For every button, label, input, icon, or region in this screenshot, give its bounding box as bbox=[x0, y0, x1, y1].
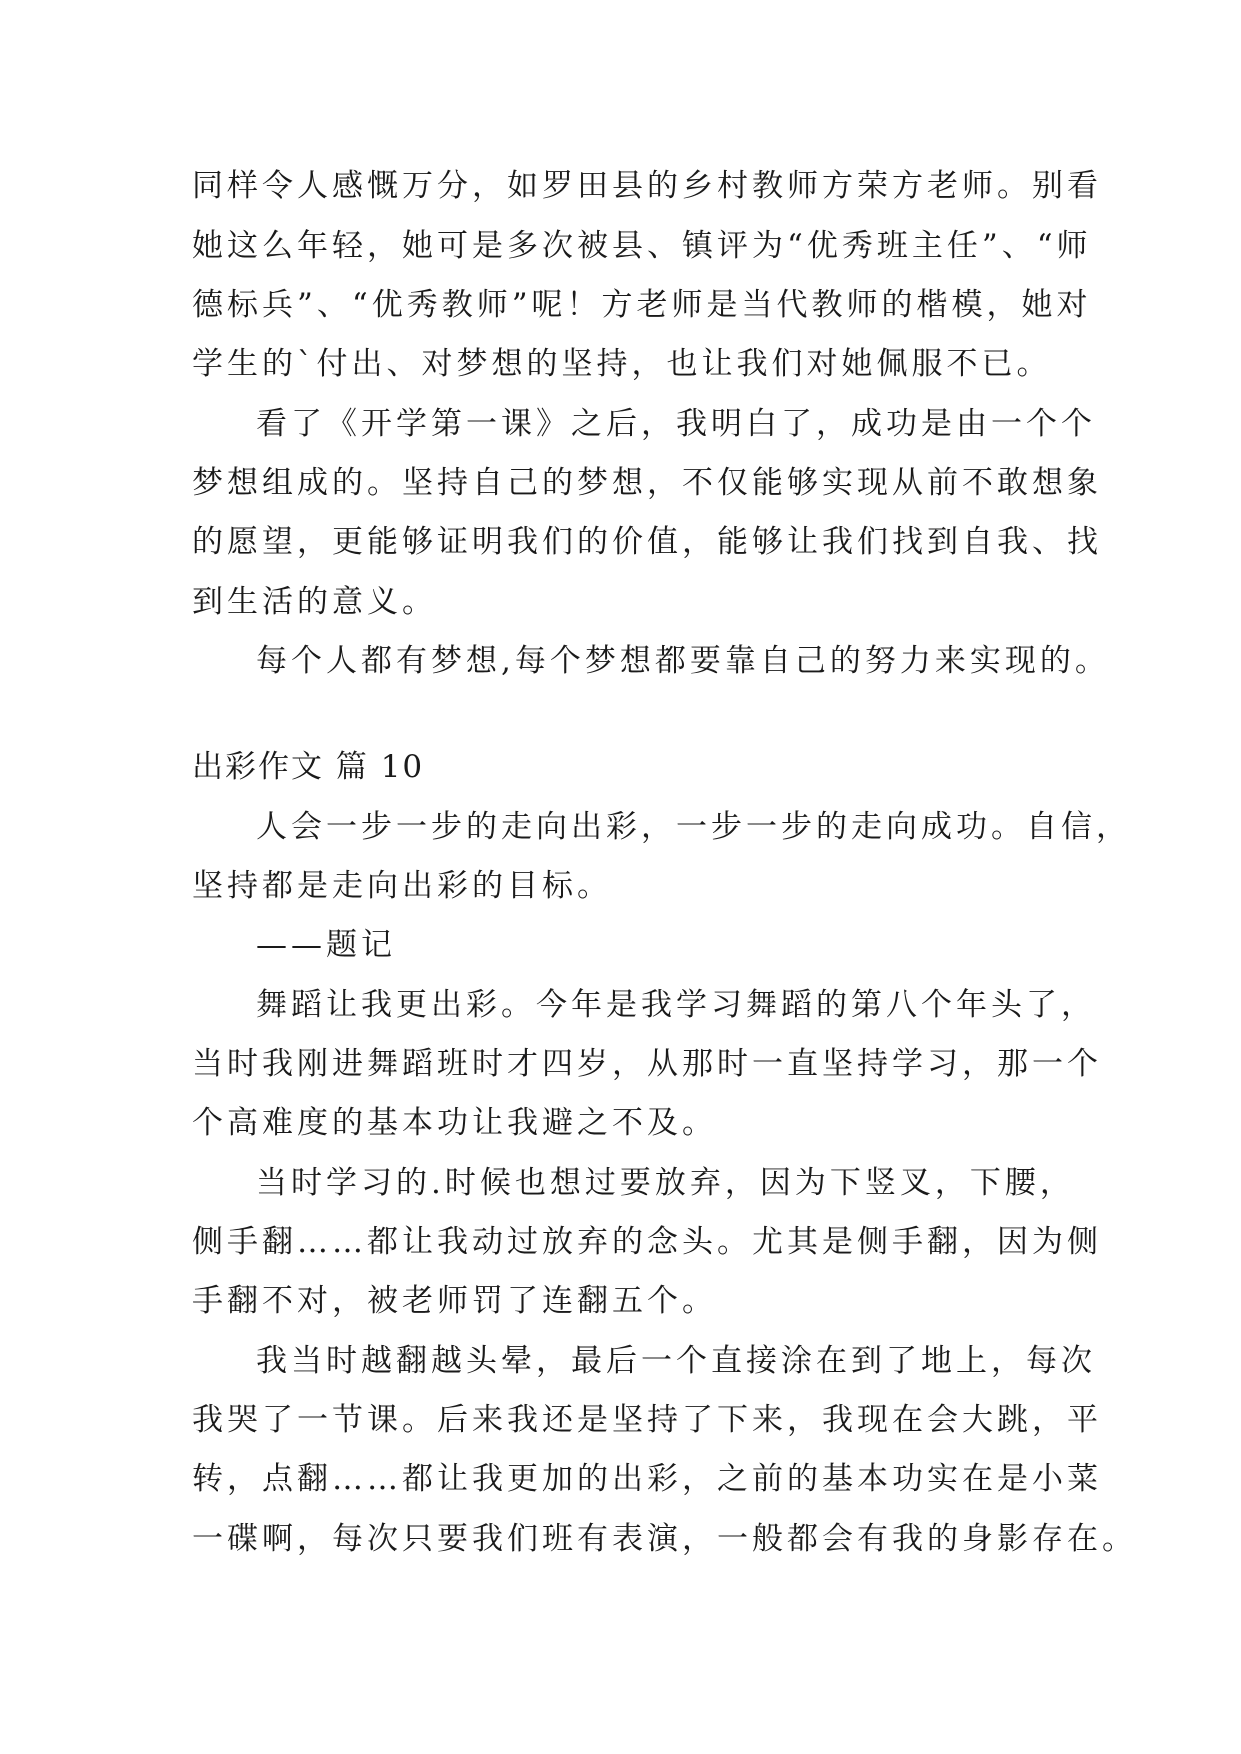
text-line: 转，点翻……都让我更加的出彩，之前的基本功实在是小菜 bbox=[192, 1461, 1102, 1497]
text-line: 人会一步一步的走向出彩，一步一步的走向成功。自信， bbox=[256, 809, 1131, 845]
text-line: 当时我刚进舞蹈班时才四岁，从那时一直坚持学习，那一个 bbox=[192, 1046, 1102, 1082]
text-line: 的愿望，更能够证明我们的价值，能够让我们找到自我、找 bbox=[192, 524, 1102, 560]
text-line: 学生的`付出、对梦想的坚持，也让我们对她佩服不已。 bbox=[192, 346, 1052, 382]
text-line: 坚持都是走向出彩的目标。 bbox=[192, 868, 612, 904]
text-line: 同样令人感慨万分，如罗田县的乡村教师方荣方老师。别看 bbox=[192, 168, 1102, 204]
text-line: 到生活的意义。 bbox=[192, 584, 437, 620]
text-line: 她这么年轻，她可是多次被县、镇评为“优秀班主任”、“师 bbox=[192, 228, 1092, 264]
text-line: 梦想组成的。坚持自己的梦想，不仅能够实现从前不敢想象 bbox=[192, 465, 1102, 501]
text-line: 舞蹈让我更出彩。今年是我学习舞蹈的第八个年头了， bbox=[256, 987, 1096, 1023]
section-heading: 出彩作文 篇 10 bbox=[192, 749, 425, 785]
text-line: 手翻不对，被老师罚了连翻五个。 bbox=[192, 1283, 717, 1319]
epigraph-credit: ——题记 bbox=[256, 927, 396, 963]
text-line: 德标兵”、“优秀教师”呢！方老师是当代教师的楷模，她对 bbox=[192, 287, 1092, 323]
text-line: 一碟啊，每次只要我们班有表演，一般都会有我的身影存在。 bbox=[192, 1521, 1137, 1557]
text-line: 侧手翻……都让我动过放弃的念头。尤其是侧手翻，因为侧 bbox=[192, 1224, 1102, 1260]
text-line: 当时学习的.时候也想过要放弃，因为下竖叉，下腰， bbox=[256, 1165, 1075, 1201]
text-line: 看了《开学第一课》之后，我明白了，成功是由一个个 bbox=[256, 406, 1096, 442]
text-line: 个高难度的基本功让我避之不及。 bbox=[192, 1105, 717, 1141]
text-line: 我哭了一节课。后来我还是坚持了下来，我现在会大跳，平 bbox=[192, 1402, 1102, 1438]
text-line: 每个人都有梦想,每个梦想都要靠自己的努力来实现的。 bbox=[256, 643, 1110, 679]
text-line: 我当时越翻越头晕，最后一个直接涂在到了地上，每次 bbox=[256, 1343, 1096, 1379]
